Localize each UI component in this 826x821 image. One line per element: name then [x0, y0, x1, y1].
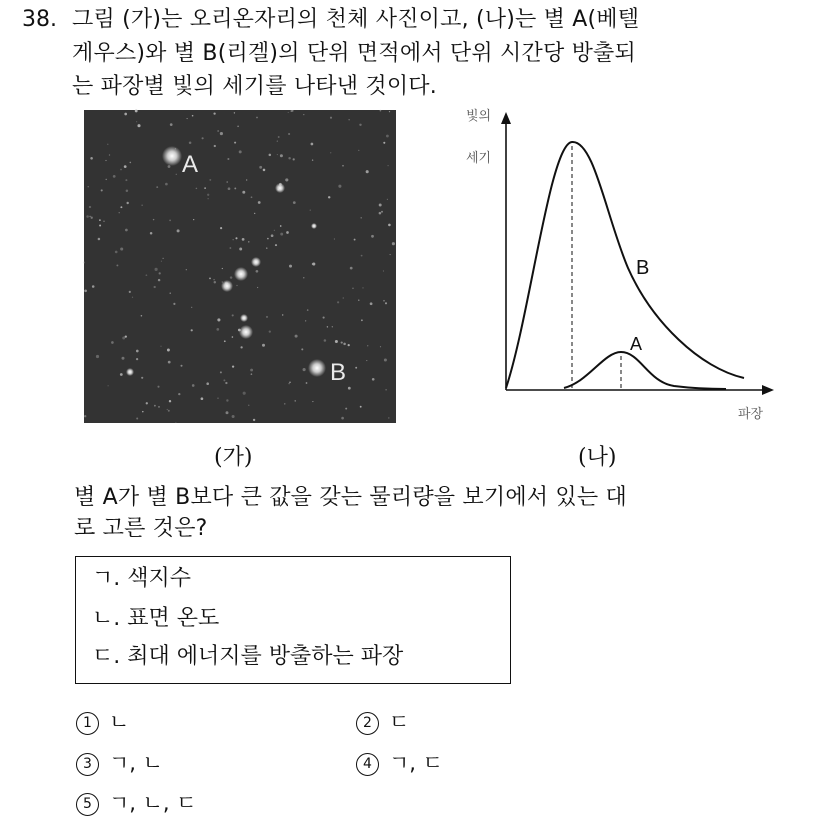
faint-star — [335, 340, 338, 343]
faint-star — [293, 201, 296, 204]
faint-star — [366, 360, 367, 361]
faint-star — [280, 154, 283, 157]
faint-star — [113, 175, 116, 178]
faint-star — [362, 287, 363, 288]
faint-star — [169, 400, 171, 402]
faint-star — [90, 157, 93, 160]
faint-star — [295, 335, 298, 338]
choice-5[interactable] — [76, 790, 197, 816]
y-axis-label-line-1: 빛의 — [466, 108, 492, 123]
faint-star — [263, 169, 266, 172]
faint-star — [132, 297, 133, 298]
choice-1[interactable] — [76, 709, 129, 735]
faint-star — [226, 399, 228, 401]
faint-star — [310, 210, 311, 211]
faint-star — [328, 196, 330, 198]
faint-star — [267, 238, 269, 240]
faint-star — [141, 315, 143, 317]
faint-star — [186, 269, 187, 270]
faint-star — [116, 264, 118, 266]
faint-star — [119, 212, 120, 213]
faint-star — [361, 319, 363, 321]
faint-star — [352, 287, 354, 289]
faint-star — [165, 183, 168, 186]
faint-star — [153, 219, 154, 220]
faint-star — [232, 365, 234, 367]
faint-star — [330, 117, 332, 119]
faint-star — [371, 235, 374, 238]
faint-star — [232, 336, 234, 338]
faint-star — [386, 135, 389, 138]
faint-star — [105, 160, 106, 161]
faint-star — [115, 251, 118, 254]
faint-star — [390, 254, 391, 255]
choice-4-mark: 4 — [356, 753, 379, 776]
faint-star — [234, 112, 235, 113]
faint-star — [301, 348, 303, 350]
faint-star — [141, 377, 143, 379]
choice-3-mark: 3 — [76, 753, 99, 776]
prompt-line-2: 로 고른 것은? — [74, 516, 208, 541]
y-axis-arrow — [501, 112, 511, 124]
curve-a-label: A — [630, 334, 643, 354]
faint-star — [350, 267, 353, 270]
faint-star — [88, 186, 89, 187]
faint-star — [256, 117, 258, 119]
star-field — [84, 110, 396, 423]
faint-star — [233, 239, 234, 240]
question-text-line-1: 그림 (가)는 오리온자리의 천체 사진이고, (나)는 별 A(베텔 — [72, 7, 640, 32]
faint-star — [154, 286, 156, 288]
faint-star — [234, 142, 236, 144]
faint-star — [155, 268, 158, 271]
faint-star — [180, 365, 182, 367]
faint-star — [99, 219, 101, 221]
faint-star — [142, 205, 143, 206]
faint-star — [360, 217, 362, 219]
faint-star — [191, 329, 193, 331]
faint-star — [370, 302, 373, 305]
faint-star — [196, 188, 198, 190]
choice-2[interactable] — [356, 709, 409, 735]
prompt-line-1: 별 A가 별 B보다 큰 값을 갖는 물리량을 보기에서 있는 대 — [74, 485, 627, 510]
question-text-line-3: 는 파장별 빛의 세기를 나타낸 것이다. — [72, 74, 437, 99]
faint-star — [83, 262, 85, 264]
faint-star — [125, 179, 127, 181]
faint-star — [381, 211, 383, 213]
faint-star — [348, 344, 350, 346]
choice-5-text: ㄱ, ㄴ, ㄷ — [109, 791, 197, 815]
faint-star — [169, 220, 171, 222]
faint-star — [232, 415, 235, 418]
faint-star — [217, 318, 220, 321]
faint-star — [343, 343, 346, 346]
faint-star — [286, 231, 289, 234]
faint-star — [282, 314, 283, 315]
faint-star — [262, 344, 265, 347]
faint-star — [312, 262, 315, 265]
faint-star — [348, 387, 351, 390]
faint-star — [383, 142, 385, 144]
faint-star — [239, 150, 242, 153]
star-a-label: A — [182, 151, 199, 178]
faint-star — [209, 179, 211, 181]
faint-star — [345, 408, 347, 410]
faint-star — [250, 369, 253, 372]
faint-star — [251, 196, 253, 198]
faint-star — [175, 422, 176, 423]
faint-star — [354, 239, 356, 241]
faint-star — [360, 406, 362, 408]
faint-star — [220, 132, 223, 135]
caption-ga: (가) — [214, 445, 253, 470]
faint-star — [122, 357, 125, 360]
faint-star — [178, 393, 180, 395]
faint-star — [293, 158, 295, 160]
faint-star — [208, 198, 209, 199]
faint-star — [266, 248, 267, 249]
faint-star — [126, 202, 128, 204]
faint-star — [383, 300, 385, 302]
faint-star — [130, 162, 132, 164]
faint-star — [91, 217, 93, 219]
faint-star — [277, 154, 278, 155]
faint-star — [242, 238, 245, 241]
faint-star — [170, 293, 171, 294]
orion-photo — [84, 110, 396, 423]
faint-star — [280, 225, 282, 227]
faint-star — [187, 118, 188, 119]
faint-star — [385, 302, 387, 304]
faint-star — [202, 137, 204, 139]
faint-star — [306, 382, 308, 384]
faint-star — [126, 190, 129, 193]
faint-star — [269, 154, 272, 157]
faint-star — [160, 346, 161, 347]
faint-star — [237, 125, 239, 127]
faint-star — [122, 337, 125, 340]
faint-star — [124, 113, 127, 116]
faint-star — [338, 185, 341, 188]
faint-star — [303, 114, 304, 115]
faint-star — [285, 178, 288, 181]
faint-star — [230, 276, 232, 278]
faint-star — [154, 405, 156, 407]
faint-star — [89, 216, 90, 217]
faint-star — [274, 230, 275, 231]
faint-star — [359, 124, 361, 126]
faint-star — [392, 242, 395, 245]
faint-star — [146, 274, 148, 276]
faint-star — [137, 124, 140, 127]
faint-star — [135, 109, 138, 112]
faint-star — [214, 281, 216, 283]
faint-star — [129, 291, 131, 293]
faint-star — [358, 300, 359, 301]
faint-star — [158, 406, 160, 408]
faint-star — [234, 187, 236, 189]
faint-star — [96, 355, 99, 358]
faint-star — [312, 159, 313, 160]
faint-star — [136, 121, 137, 122]
faint-star — [125, 229, 128, 232]
faint-star — [387, 165, 388, 166]
faint-star — [120, 206, 122, 208]
faint-star — [84, 289, 87, 292]
faint-star — [136, 418, 138, 420]
faint-star — [303, 368, 306, 371]
faint-star — [259, 166, 262, 169]
faint-star — [111, 341, 114, 344]
faint-star — [361, 255, 363, 257]
faint-star — [173, 303, 175, 305]
faint-star — [284, 403, 285, 404]
question-number: 38. — [22, 7, 57, 32]
curve-b-label: B — [636, 257, 650, 279]
faint-star — [193, 219, 194, 220]
faint-star — [229, 247, 231, 249]
faint-star — [372, 378, 375, 381]
faint-star — [379, 204, 382, 207]
faint-star — [254, 213, 255, 214]
star-b-label: B — [330, 359, 347, 386]
faint-star — [380, 346, 381, 347]
faint-star — [341, 417, 344, 420]
faint-star — [214, 145, 216, 147]
bogi-item-2: ㄴ. 표면 온도 — [92, 606, 220, 631]
faint-star — [240, 346, 242, 348]
y-axis-label-line-2: 세기 — [466, 150, 492, 165]
choice-2-mark: 2 — [356, 712, 379, 735]
faint-star — [236, 285, 237, 286]
faint-star — [343, 297, 344, 298]
faint-star — [167, 349, 170, 352]
faint-star — [201, 397, 204, 400]
faint-star — [251, 373, 253, 375]
faint-star — [311, 143, 314, 146]
faint-star — [280, 233, 283, 236]
choice-1-text: ㄴ — [109, 710, 130, 734]
faint-star — [289, 381, 291, 383]
faint-star — [120, 373, 123, 376]
faint-star — [225, 382, 227, 384]
faint-star — [277, 141, 278, 142]
faint-star — [120, 247, 123, 250]
choice-5-mark: 5 — [76, 793, 99, 816]
faint-star — [136, 350, 139, 353]
faint-star — [103, 221, 105, 223]
faint-star — [389, 111, 390, 112]
faint-star — [253, 419, 255, 421]
faint-star — [191, 307, 192, 308]
faint-star — [278, 136, 280, 138]
faint-star — [327, 326, 328, 327]
faint-star — [223, 379, 225, 381]
faint-star — [226, 181, 228, 183]
faint-star — [213, 279, 215, 281]
faint-star — [206, 382, 209, 385]
faint-star — [271, 234, 274, 237]
faint-star — [258, 201, 261, 204]
choice-3-text: ㄱ, ㄴ — [109, 751, 163, 775]
faint-star — [366, 170, 369, 173]
faint-star — [288, 157, 290, 159]
choice-2-text: ㄷ — [389, 710, 410, 734]
faint-star — [156, 186, 158, 188]
faint-star — [290, 110, 292, 112]
faint-star — [158, 279, 160, 281]
faint-star — [150, 232, 153, 235]
faint-star — [163, 258, 164, 259]
faint-star — [168, 361, 171, 364]
faint-star — [388, 417, 390, 419]
faint-star — [84, 415, 86, 417]
faint-star — [157, 386, 159, 388]
faint-star — [107, 144, 108, 145]
faint-star — [288, 133, 290, 135]
faint-star — [136, 358, 138, 360]
question-text-line-2: 게우스)와 별 B(리겔)의 단위 면적에서 단위 시간당 방출되 — [72, 41, 636, 66]
faint-star — [109, 154, 110, 155]
faint-star — [275, 244, 277, 246]
faint-star — [159, 272, 161, 274]
faint-star — [385, 389, 387, 391]
faint-star — [192, 384, 195, 387]
faint-star — [248, 241, 249, 242]
faint-star — [220, 371, 222, 373]
caption-na: (나) — [578, 445, 617, 470]
faint-star — [248, 405, 249, 406]
faint-star — [243, 392, 246, 395]
faint-star — [256, 270, 259, 273]
faint-star — [388, 224, 391, 227]
bogi-item-1: ㄱ. 색지수 — [92, 566, 191, 591]
faint-star — [101, 189, 103, 191]
faint-star — [106, 179, 107, 180]
faint-star — [170, 123, 173, 126]
faint-star — [303, 277, 304, 278]
faint-star — [232, 314, 234, 316]
faint-star — [146, 402, 148, 404]
faint-star — [387, 199, 388, 200]
faint-star — [167, 409, 168, 410]
faint-star — [341, 342, 343, 344]
faint-star — [99, 224, 101, 226]
faint-star — [239, 248, 242, 251]
faint-star — [86, 215, 89, 218]
faint-star — [176, 174, 177, 175]
spectrum-graph — [466, 106, 790, 436]
choice-4-text: ㄱ, ㄷ — [389, 751, 443, 775]
faint-star — [168, 410, 170, 412]
faint-star — [217, 398, 218, 399]
faint-star — [227, 158, 229, 160]
faint-star — [216, 328, 219, 331]
faint-star — [235, 237, 237, 239]
faint-star — [189, 142, 192, 145]
faint-star — [217, 130, 218, 131]
curve-b — [506, 142, 744, 388]
faint-star — [266, 316, 268, 318]
faint-star — [269, 330, 271, 332]
faint-star — [120, 169, 122, 171]
faint-star — [228, 187, 231, 190]
faint-star — [204, 187, 206, 189]
faint-star — [332, 326, 333, 327]
faint-star — [226, 411, 229, 414]
faint-star — [246, 179, 247, 180]
faint-star — [89, 206, 91, 208]
faint-star — [380, 110, 382, 112]
faint-star — [305, 320, 306, 321]
faint-star — [384, 358, 387, 361]
faint-star — [349, 119, 350, 120]
faint-star — [334, 238, 335, 239]
faint-star — [224, 340, 226, 342]
faint-star — [192, 115, 194, 117]
faint-star — [295, 400, 296, 401]
faint-star — [288, 112, 289, 113]
choice-1-mark: 1 — [76, 712, 99, 735]
faint-star — [125, 335, 127, 337]
faint-star — [288, 383, 289, 384]
faint-star — [242, 191, 245, 194]
faint-star — [342, 165, 344, 167]
faint-star — [177, 229, 180, 232]
faint-star — [209, 278, 211, 280]
faint-star — [312, 401, 313, 402]
faint-star — [222, 268, 223, 269]
bogi-box — [75, 556, 511, 684]
faint-star — [379, 212, 382, 215]
faint-star — [355, 367, 357, 369]
faint-star — [337, 301, 339, 303]
faint-star — [307, 309, 309, 311]
choice-4[interactable] — [356, 750, 443, 776]
faint-star — [257, 287, 258, 288]
bogi-item-3: ㄷ. 최대 에너지를 방출하는 파장 — [92, 644, 404, 669]
faint-star — [220, 227, 222, 229]
faint-star — [213, 112, 215, 114]
faint-star — [142, 411, 144, 413]
faint-star — [108, 385, 109, 386]
faint-star — [324, 339, 327, 342]
faint-star — [323, 317, 325, 319]
faint-star — [367, 345, 368, 346]
faint-star — [289, 265, 292, 268]
x-axis-label: 파장 — [738, 406, 764, 421]
faint-star — [98, 238, 101, 241]
faint-star — [161, 261, 162, 262]
faint-star — [330, 152, 331, 153]
faint-star — [207, 194, 209, 196]
faint-star — [124, 165, 127, 168]
x-axis-arrow — [762, 385, 774, 395]
faint-star — [358, 150, 359, 151]
spectrum-chart — [466, 106, 790, 436]
faint-star — [92, 285, 95, 288]
choice-3[interactable] — [76, 750, 163, 776]
faint-star — [383, 270, 384, 271]
